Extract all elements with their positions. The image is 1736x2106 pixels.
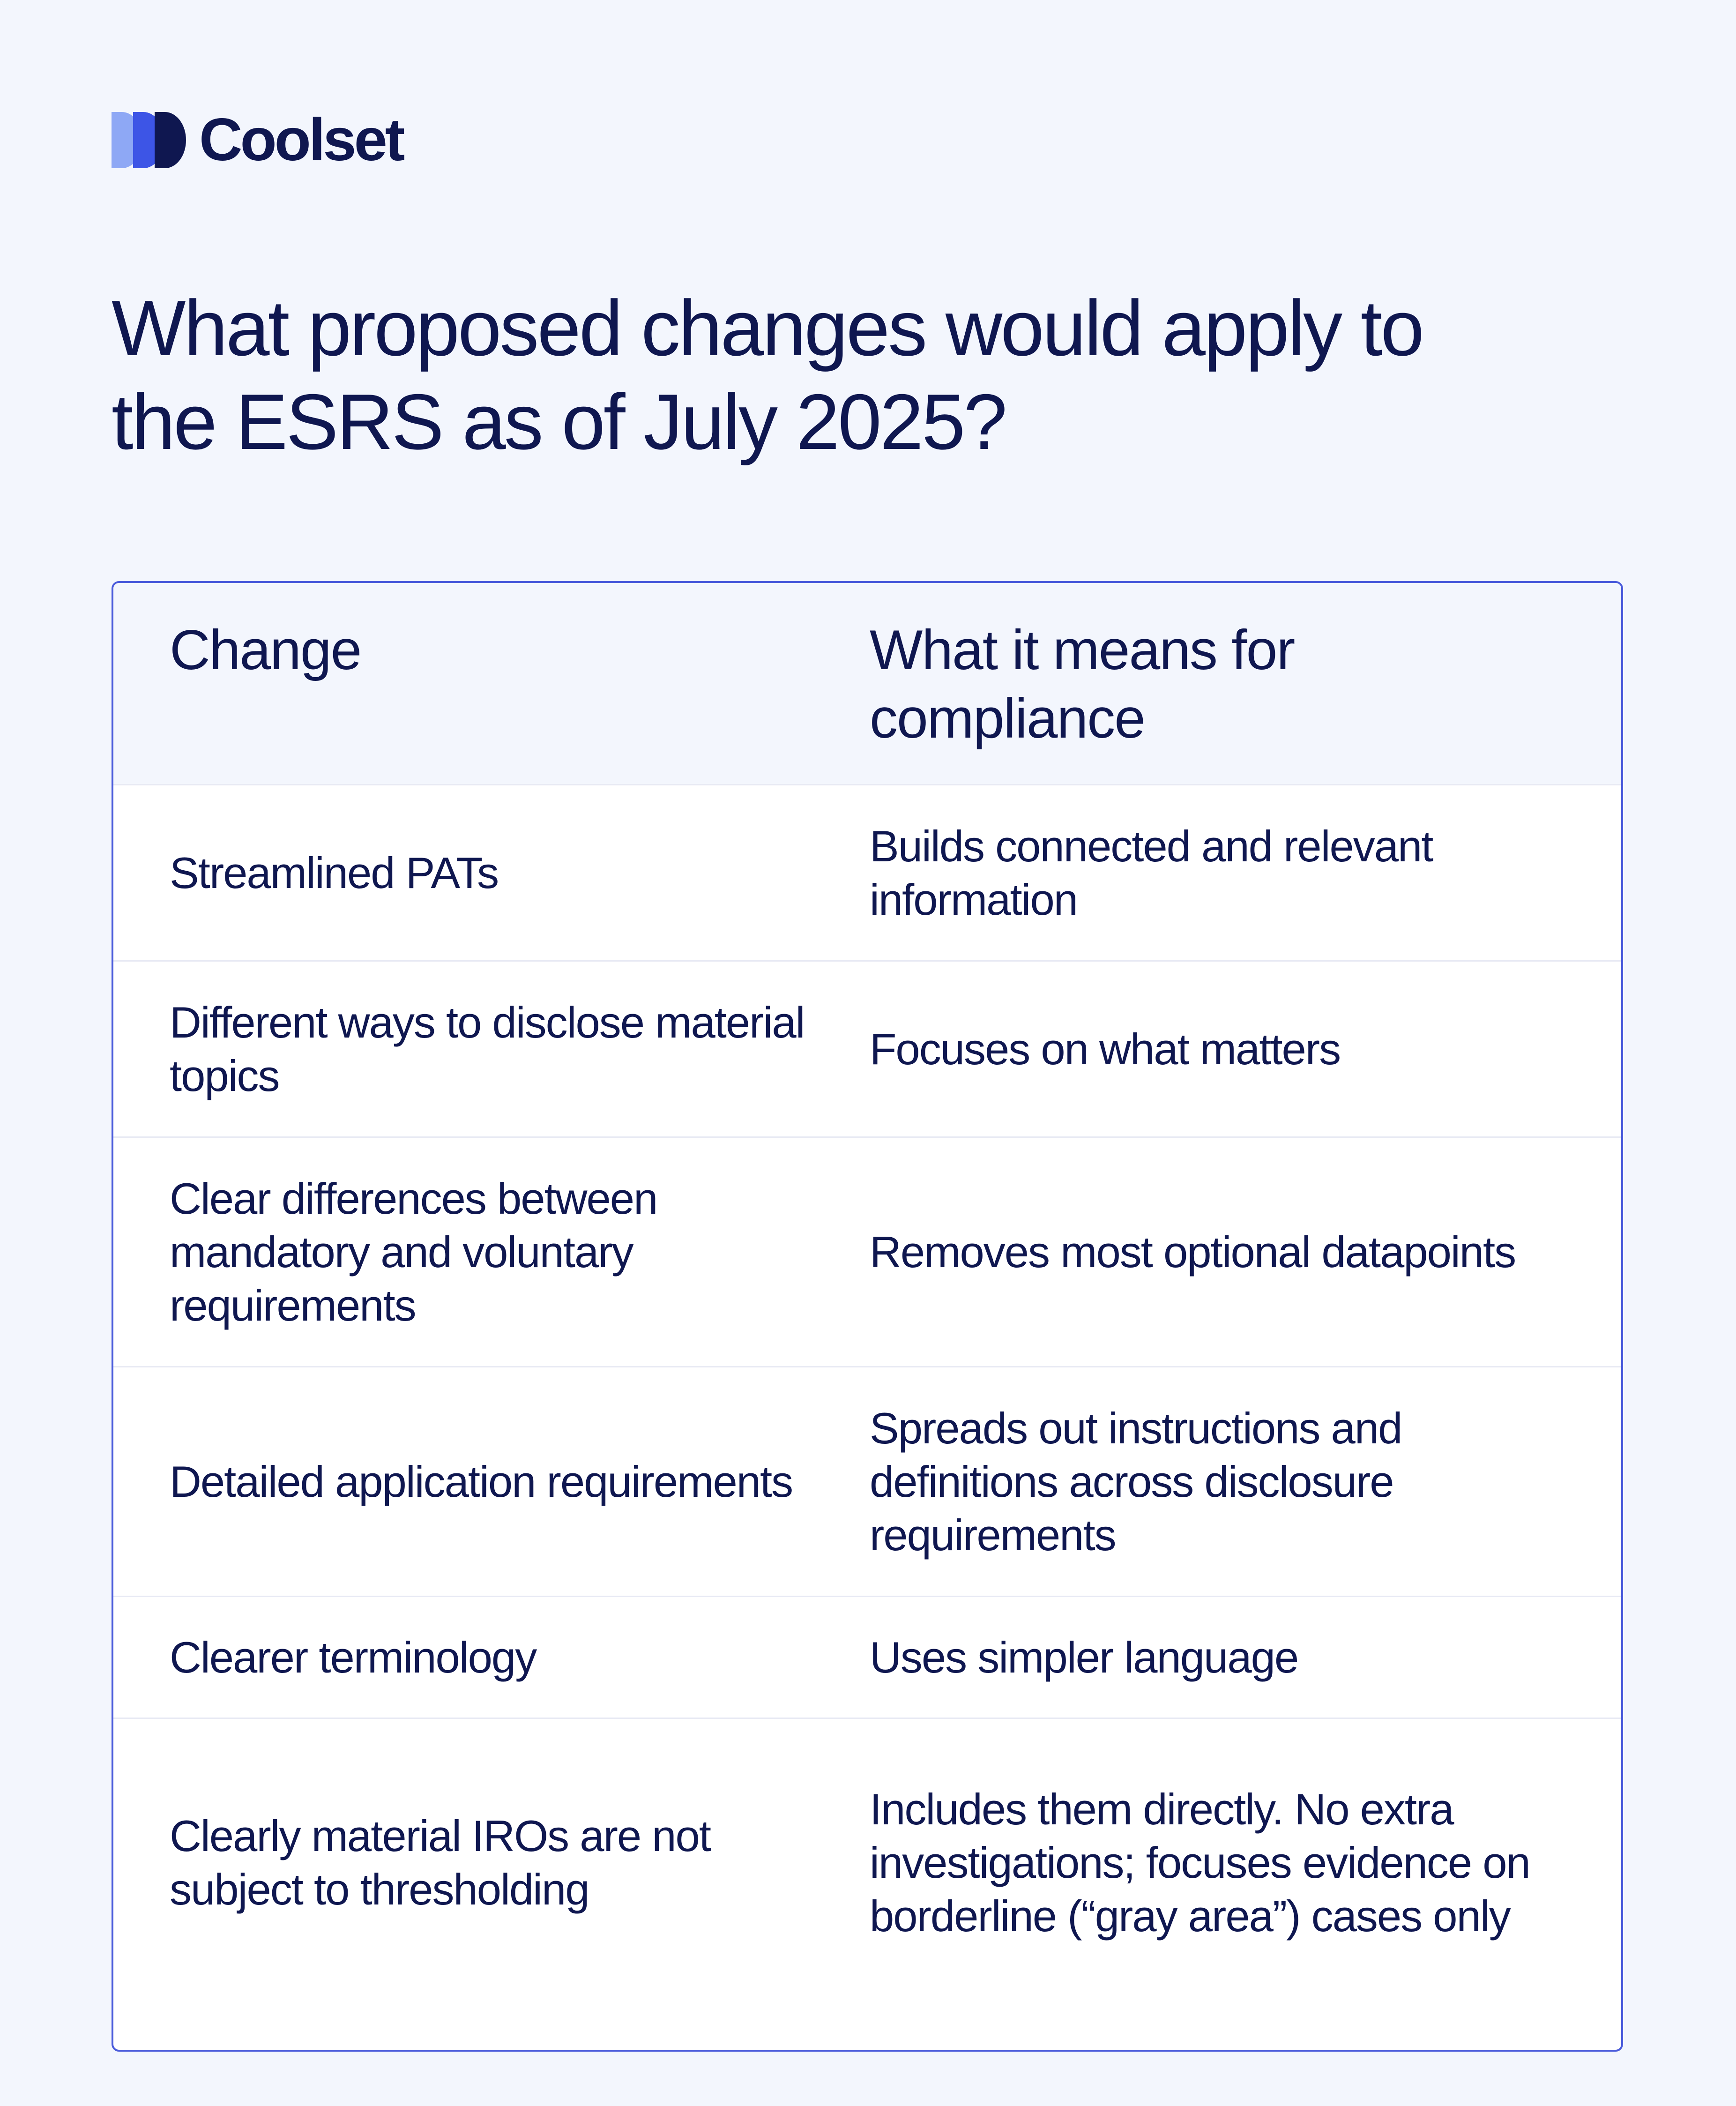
- table-row: [113, 962, 1621, 1138]
- table-row: [113, 1367, 1621, 1597]
- table-row: [113, 785, 1621, 962]
- change-cell: Clearly material IROs are not subject to thresholding: [170, 1811, 710, 1914]
- brand-name: Coolset: [199, 106, 403, 173]
- compliance-cell: Focuses on what matters: [870, 1024, 1341, 1074]
- change-cell: Clear differences between mandatory and voluntary requirements: [170, 1173, 657, 1330]
- table-row: [113, 1138, 1621, 1367]
- table-row: [113, 1719, 1621, 2052]
- change-cell: Clearer terminology: [170, 1632, 536, 1682]
- table-row: [113, 1597, 1621, 1719]
- change-cell: Streamlined PATs: [170, 848, 499, 897]
- table-header-row: [113, 583, 1621, 785]
- compliance-cell: Builds connected and relevant information: [870, 821, 1433, 924]
- changes-table: [112, 581, 1623, 2052]
- page-title: [112, 281, 1658, 469]
- change-cell: Detailed application requirements: [170, 1456, 793, 1506]
- compliance-cell: Includes them directly. No extra investigations; focuses evidence on borderline (“gray area”) cases only: [870, 1785, 1530, 1941]
- compliance-cell: Removes most optional datapoints: [870, 1227, 1516, 1277]
- compliance-cell: Spreads out instructions and definitions across disclosure requirements: [870, 1403, 1402, 1560]
- coolset-logo-icon: [112, 112, 189, 168]
- brand-logo: [112, 106, 403, 173]
- column-header-change: Change: [170, 619, 361, 681]
- page-title-line-1: What proposed changes would apply to: [112, 284, 1423, 372]
- compliance-cell: Uses simpler language: [870, 1632, 1298, 1682]
- column-header-compliance: What it means for compliance: [870, 619, 1295, 750]
- change-cell: Different ways to disclose material topics: [170, 997, 805, 1100]
- page-title-line-2: the ESRS as of July 2025?: [112, 378, 1006, 466]
